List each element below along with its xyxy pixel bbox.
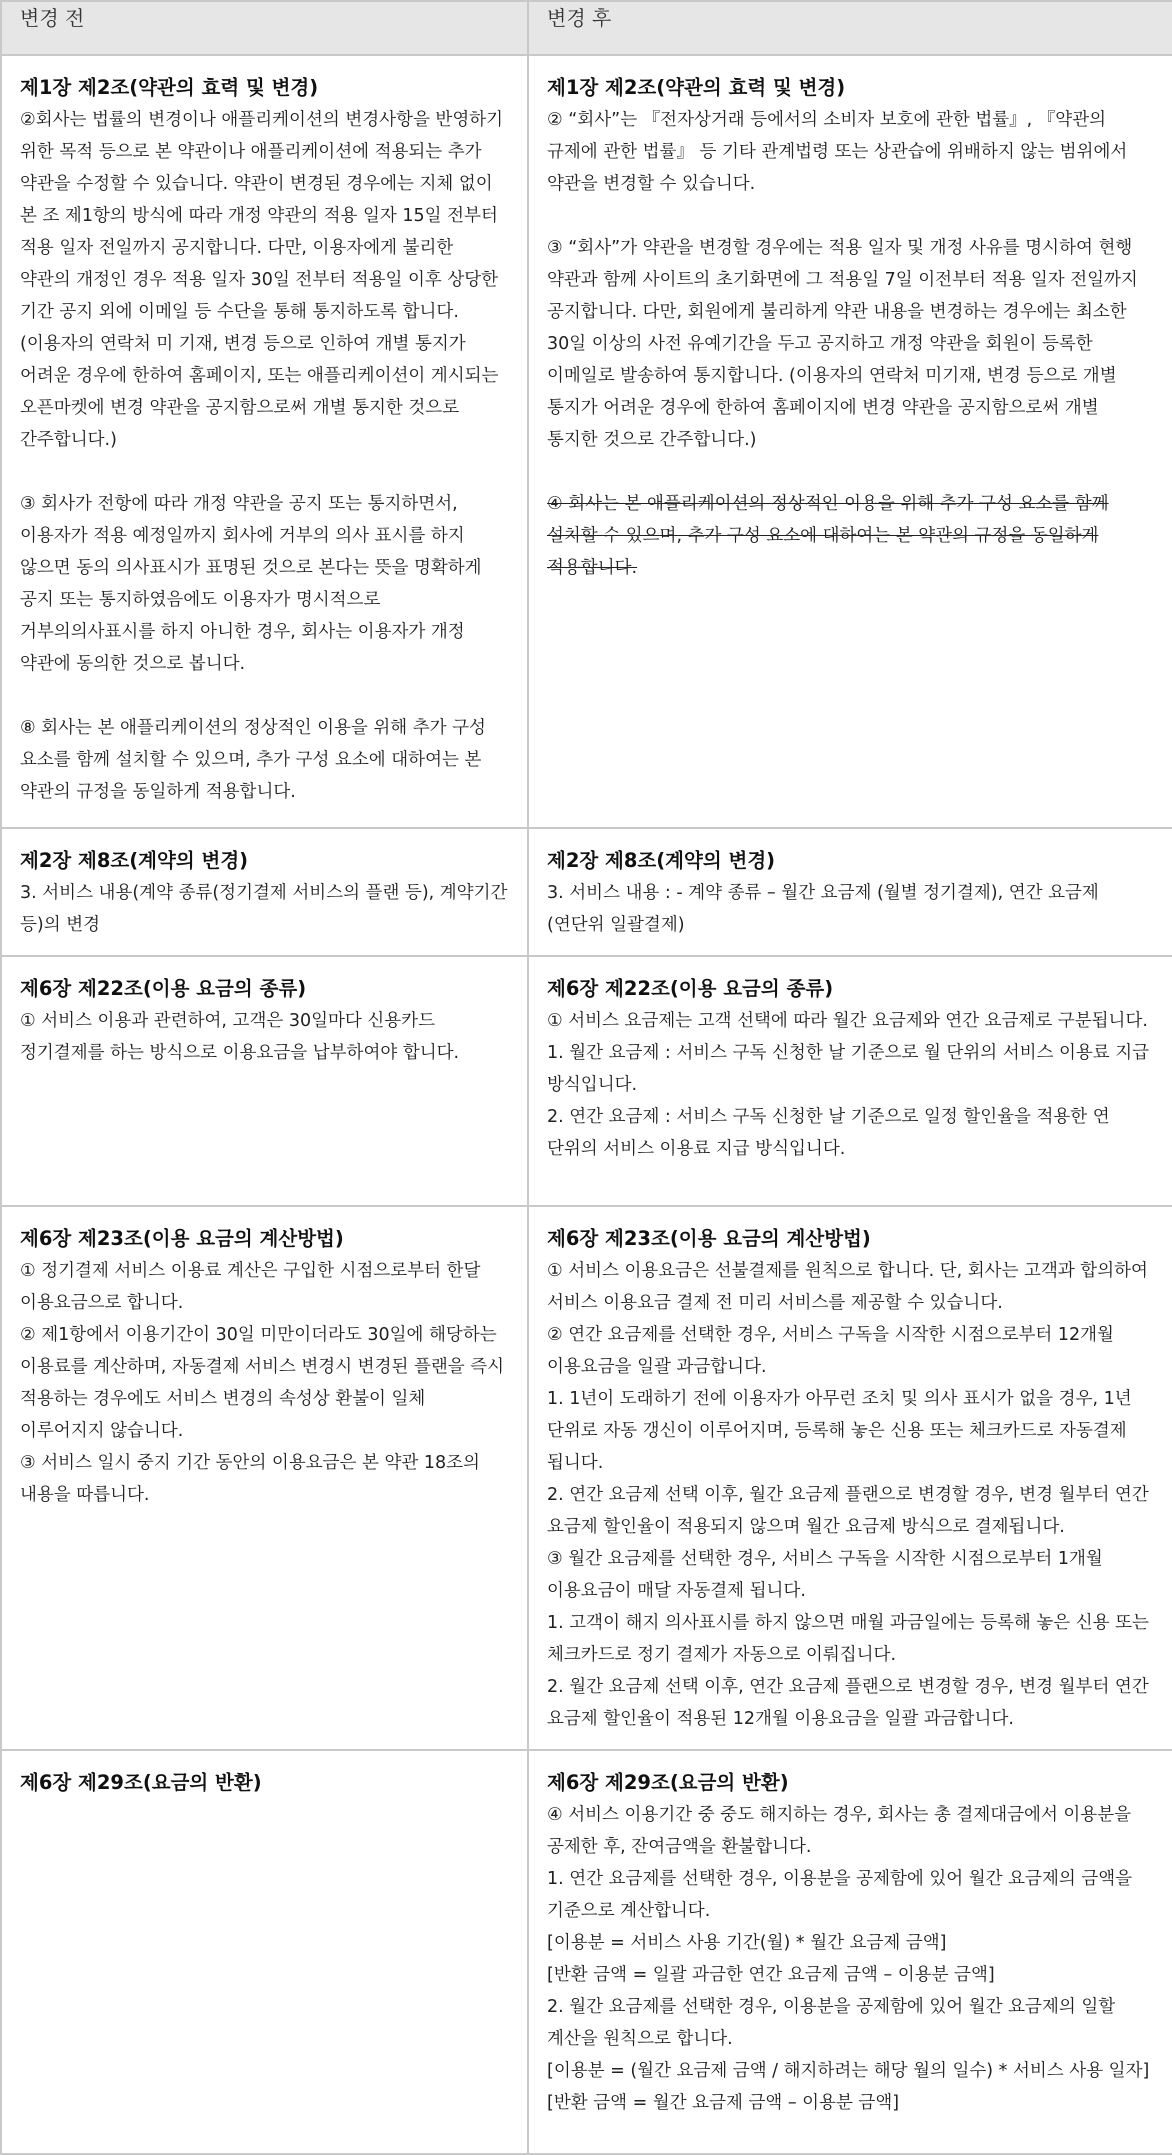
article-text: [반환 금액 = 월간 요금제 금액 – 이용분 금액]	[547, 2093, 900, 2113]
article-text	[547, 456, 1154, 488]
article-title: 제6장 제29조(요금의 반환)	[547, 1771, 789, 1794]
before-cell	[1, 55, 528, 828]
table-row	[1, 1750, 1172, 2154]
article-text	[547, 200, 1154, 232]
article-title: 제6장 제29조(요금의 반환)	[20, 1771, 262, 1794]
table-row	[1, 55, 1172, 828]
article-text: ② 연간 요금제를 선택한 경우, 서비스 구독을 시작한 시점으로부터 12개월 이용요금을 일괄 과금합니다.	[547, 1325, 1114, 1377]
article-text: [이용분 = (월간 요금제 금액 / 해지하려는 해당 월의 일수) * 서비스 사용 일자]	[547, 2061, 1150, 2081]
article-text: [이용분 = 서비스 사용 기간(월) * 월간 요금제 금액]	[547, 1933, 947, 1953]
article-title: 제2장 제8조(계약의 변경)	[20, 849, 249, 872]
article-title: 제6장 제22조(이용 요금의 종류)	[547, 977, 834, 1000]
header-after: 변경 후	[528, 1, 1172, 55]
before-cell	[1, 1750, 528, 2154]
table-row	[1, 828, 1172, 956]
article-text: ① 서비스 이용요금은 선불결제를 원칙으로 합니다. 단, 회사는 고객과 합의하여 서비스 이용요금 결제 전 미리 서비스를 제공할 수 있습니다.	[547, 1261, 1148, 1313]
article-title: 제6장 제23조(이용 요금의 계산방법)	[20, 1227, 344, 1250]
deleted-article-text: ④ 회사는 본 애플리케이션의 정상적인 이용을 위해 추가 구성 요소를 함께 설치할 수 있으며, 추가 구성 요소에 대하여는 본 약관의 규정을 동일하게 적용합니다.	[547, 494, 1109, 578]
article-text: ③ 월간 요금제를 선택한 경우, 서비스 구독을 시작한 시점으로부터 1개월 이용요금이 매달 자동결제 됩니다.	[547, 1549, 1103, 1601]
table-row	[1, 1206, 1172, 1750]
article-text: 1. 연간 요금제를 선택한 경우, 이용분을 공제함에 있어 월간 요금제의 금액을 기준으로 계산합니다.	[547, 1869, 1133, 1921]
after-cell	[528, 1206, 1172, 1750]
article-text: 2. 연간 요금제 선택 이후, 월간 요금제 플랜으로 변경할 경우, 변경 월부터 연간 요금제 할인율이 적용되지 않으며 월간 요금제 방식으로 결제됩니다.	[547, 1485, 1149, 1537]
article-text: 1. 고객이 해지 의사표시를 하지 않으면 매월 과금일에는 등록해 놓은 신용 또는 체크카드로 정기 결제가 자동으로 이뤄집니다.	[547, 1613, 1149, 1665]
article-title: 제1장 제2조(약관의 효력 및 변경)	[20, 76, 319, 99]
article-text: 1. 월간 요금제 : 서비스 구독 신청한 날 기준으로 월 단위의 서비스 이용료 지급 방식입니다.	[547, 1043, 1150, 1095]
article-title: 제2장 제8조(계약의 변경)	[547, 849, 776, 872]
after-cell	[528, 1750, 1172, 2154]
before-cell	[1, 828, 528, 956]
article-text	[20, 456, 509, 488]
article-title: 제1장 제2조(약관의 효력 및 변경)	[547, 76, 846, 99]
table-row	[1, 956, 1172, 1206]
article-text: ① 서비스 이용과 관련하여, 고객은 30일마다 신용카드 정기결제를 하는 방식으로 이용요금을 납부하여야 합니다.	[20, 1011, 460, 1063]
article-text: ④ 서비스 이용기간 중 중도 해지하는 경우, 회사는 총 결제대금에서 이용분을 공제한 후, 잔여금액을 환불합니다.	[547, 1805, 1132, 1857]
article-text: ③ “회사”가 약관을 변경할 경우에는 적용 일자 및 개정 사유를 명시하여 현행 약관과 함께 사이트의 초기화면에 그 적용일 7일 이전부터 적용 일자 전일까지 공지합니다. 다만, 회원에게 불리하게 약관 내용을 변경하는 경우에는 최소한 30일 이상의 사전 유예기간을 두고 공지하고 개정 약관을 회원이 등록한 이메일로 발송하여 통지합니다. (이용자의 연락처 미기재, 변경 등으로 개별 통지가 어려운 경우에 한하여 홈페이지에 변경 약관을 공지함으로써 개별 통지한 것으로 간주합니다.)	[547, 238, 1138, 450]
article-text: 3. 서비스 내용(계약 종류(정기결제 서비스의 플랜 등), 계약기간 등)의 변경	[20, 883, 508, 935]
article-text	[20, 680, 509, 712]
article-text: 2. 월간 요금제를 선택한 경우, 이용분을 공제함에 있어 월간 요금제의 일할 계산을 원칙으로 합니다.	[547, 1997, 1116, 2049]
before-cell	[1, 1206, 528, 1750]
article-text: ① 정기결제 서비스 이용료 계산은 구입한 시점으로부터 한달 이용요금으로 합니다.	[20, 1261, 481, 1313]
after-cell	[528, 828, 1172, 956]
article-text: ① 서비스 요금제는 고객 선택에 따라 월간 요금제와 연간 요금제로 구분됩니다.	[547, 1011, 1148, 1031]
article-text: ② 제1항에서 이용기간이 30일 미만이더라도 30일에 해당하는 이용료를 계산하며, 자동결제 서비스 변경시 변경된 플랜을 즉시 적용하는 경우에도 서비스 변경의 속성상 환불이 일체 이루어지지 않습니다.	[20, 1325, 505, 1441]
before-cell	[1, 956, 528, 1206]
article-text: 1. 1년이 도래하기 전에 이용자가 아무런 조치 및 의사 표시가 없을 경우, 1년 단위로 자동 갱신이 이루어지며, 등록해 놓은 신용 또는 체크카드로 자동결제 됩니다.	[547, 1389, 1132, 1473]
article-text: 2. 연간 요금제 : 서비스 구독 신청한 날 기준으로 일정 할인율을 적용한 연 단위의 서비스 이용료 지급 방식입니다.	[547, 1107, 1110, 1159]
article-text: ② “회사”는 『전자상거래 등에서의 소비자 보호에 관한 법률』, 『약관의 규제에 관한 법률』 등 기타 관계법령 또는 상관습에 위배하지 않는 범위에서 약관을 변경할 수 있습니다.	[547, 110, 1128, 194]
header-before: 변경 전	[1, 1, 528, 55]
article-text: [반환 금액 = 일괄 과금한 연간 요금제 금액 – 이용분 금액]	[547, 1965, 995, 1985]
after-cell	[528, 956, 1172, 1206]
article-text: ⑧ 회사는 본 애플리케이션의 정상적인 이용을 위해 추가 구성 요소를 함께 설치할 수 있으며, 추가 구성 요소에 대하여는 본 약관의 규정을 동일하게 적용합니다.	[20, 718, 486, 802]
article-text: 3. 서비스 내용 : - 계약 종류 – 월간 요금제 (월별 정기결제), 연간 요금제 (연단위 일괄결제)	[547, 883, 1099, 935]
article-title: 제6장 제22조(이용 요금의 종류)	[20, 977, 307, 1000]
article-text: 2. 월간 요금제 선택 이후, 연간 요금제 플랜으로 변경할 경우, 변경 월부터 연간 요금제 할인율이 적용된 12개월 이용요금을 일괄 과금합니다.	[547, 1677, 1149, 1729]
article-text: ②회사는 법률의 변경이나 애플리케이션의 변경사항을 반영하기 위한 목적 등으로 본 약관이나 애플리케이션에 적용되는 추가 약관을 수정할 수 있습니다. 약관이 변경된 경우에는 지체 없이 본 조 제1항의 방식에 따라 개정 약관의 적용 일자 15일 전부터 적용 일자 전일까지 공지합니다. 다만, 이용자에게 불리한 약관의 개정인 경우 적용 일자 30일 전부터 적용일 이후 상당한 기간 공지 외에 이메일 등 수단을 통해 통지하도록 합니다. (이용자의 연락처 미 기재, 변경 등으로 인하여 개별 통지가 어려운 경우에 한하여 홈페이지, 또는 애플리케이션이 게시되는 오픈마켓에 변경 약관을 공지함으로써 개별 통지한 것으로 간주합니다.)	[20, 110, 504, 450]
after-cell	[528, 55, 1172, 828]
article-text: ③ 서비스 일시 중지 기간 동안의 이용요금은 본 약관 18조의 내용을 따릅니다.	[20, 1453, 480, 1505]
article-title: 제6장 제23조(이용 요금의 계산방법)	[547, 1227, 871, 1250]
article-text: ③ 회사가 전항에 따라 개정 약관을 공지 또는 통지하면서, 이용자가 적용 예정일까지 회사에 거부의 의사 표시를 하지 않으면 동의 의사표시가 표명된 것으로 본다는 뜻을 명확하게 공지 또는 통지하였음에도 이용자가 명시적으로 거부의의사표시를 하지 아니한 경우, 회사는 이용자가 개정 약관에 동의한 것으로 봅니다.	[20, 494, 482, 674]
table-header-row	[1, 1, 1172, 55]
